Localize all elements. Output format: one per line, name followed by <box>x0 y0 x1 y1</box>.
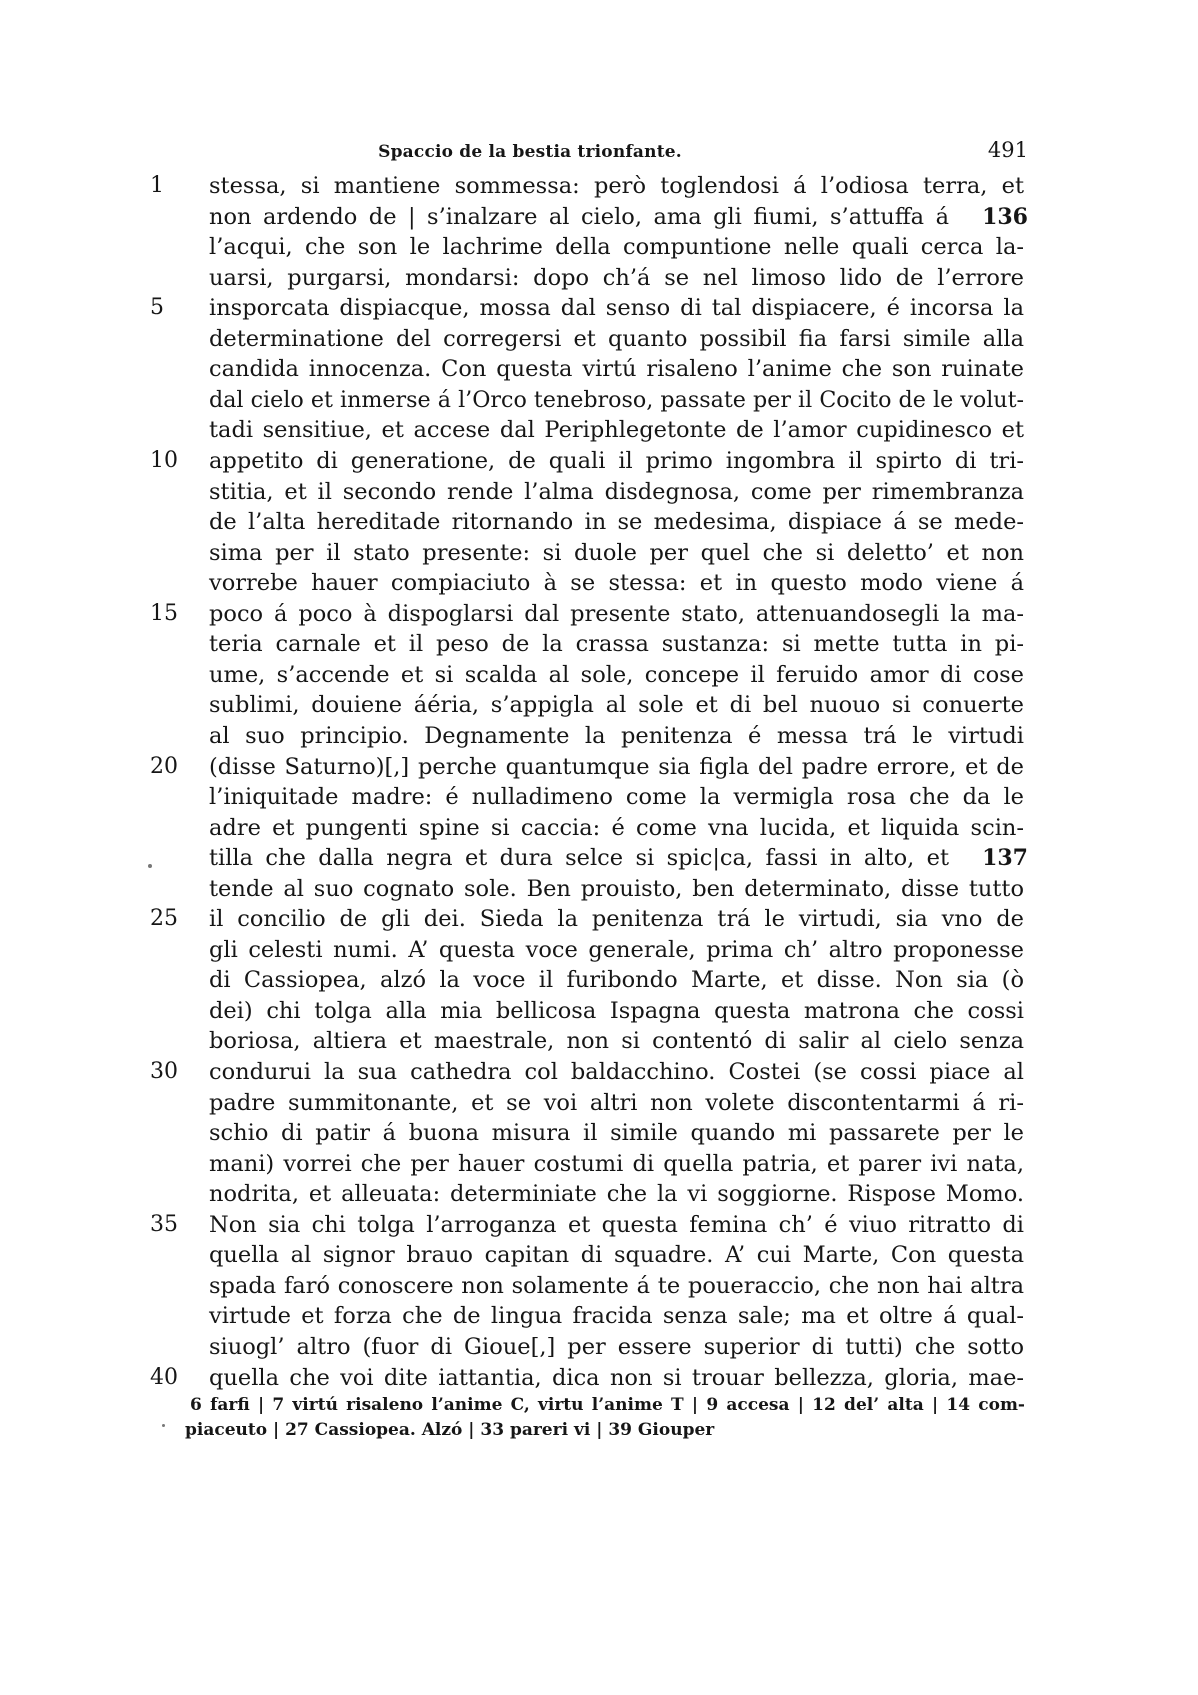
line-text: stessa, si mantiene sommessa: però toglendosi á l’odiosa terra, et <box>209 173 1024 199</box>
text-line <box>0 263 1198 294</box>
line-text: non ardendo de | s’inalzare al cielo, ama gli fiumi, s’attuffa á <box>209 203 949 230</box>
text-line <box>0 385 1198 416</box>
text-line <box>0 538 1198 569</box>
line-text: schio di patir á buona misura il simile quando mi passarete per le <box>209 1120 1024 1147</box>
line-text: determinatione del corregersi et quanto possibil fia farsi simile alla <box>209 325 1024 352</box>
text-line <box>0 1026 1198 1057</box>
text-line <box>0 843 1198 874</box>
line-text: stitia, et il secondo rende l’alma disdegnosa, come per rimembranza <box>209 478 1024 505</box>
margin-page-ref: 137 <box>982 845 1028 872</box>
line-text: sublimi, douiene áéria, s’appigla al sole et di bel nuouo si conuerte <box>209 692 1024 719</box>
line-number: 25 <box>150 906 178 932</box>
line-number: 5 <box>150 295 164 321</box>
line-text: condurui la sua cathedra col baldacchino. Costei (se cossi piace al <box>209 1059 1024 1085</box>
line-text: dal cielo et inmerse á l’Orco tenebroso, passate per il Cocito de le volut- <box>209 386 1024 413</box>
text-line <box>0 1332 1198 1363</box>
page-number: 491 <box>987 138 1028 162</box>
line-number: 15 <box>150 600 178 626</box>
text-line <box>0 1301 1198 1332</box>
line-text: tende al suo cognato sole. Ben prouisto, ben determinato, disse tutto <box>209 875 1024 902</box>
stray-mark <box>148 864 152 868</box>
line-text: Non sia chi tolga l’arroganza et questa femina ch’ é viuo ritratto di <box>209 1211 1024 1238</box>
text-line <box>0 507 1198 538</box>
line-number: 40 <box>150 1364 178 1390</box>
text-line <box>0 813 1198 844</box>
line-text: virtude et forza che de lingua fracida senza sale; ma et oltre á qual- <box>209 1303 1024 1330</box>
text-line <box>0 660 1198 691</box>
line-text: siuogl’ altro (fuor di Gioue[,] per essere superior di tutti) che sotto <box>209 1333 1024 1360</box>
footnote-line: 6 farfi | 7 virtú risaleno l’anime C, virtu l’anime T | 9 accesa | 12 del’ alta | 14 com- <box>190 1395 1025 1415</box>
line-text: quella che voi dite iattantia, dica non si trouar bellezza, gloria, mae- <box>209 1364 1024 1391</box>
line-text: tilla che dalla negra et dura selce si spic|ca, fassi in alto, et <box>209 845 949 872</box>
text-line <box>0 568 1198 599</box>
text-line <box>0 752 1198 783</box>
text-line <box>0 171 1198 202</box>
text-line <box>0 232 1198 263</box>
line-text: de l’alta hereditade ritornando in se medesima, dispiace á se mede- <box>209 509 1024 536</box>
line-number: 30 <box>150 1059 178 1084</box>
text-line <box>0 1118 1198 1149</box>
line-text: adre et pungenti spine si caccia: é come vna lucida, et liquida scin- <box>209 814 1024 841</box>
text-line <box>0 721 1198 752</box>
text-line <box>0 293 1198 324</box>
stray-mark <box>162 1424 165 1427</box>
text-line <box>0 996 1198 1027</box>
text-line <box>0 904 1198 935</box>
line-text: tadi sensitiue, et accese dal Periphlegetonte de l’amor cupidinesco et <box>209 417 1024 444</box>
line-text: candida innocenza. Con questa virtú risaleno l’anime che son ruinate <box>209 356 1024 383</box>
line-text: di Cassiopea, alzó la voce il furibondo Marte, et disse. Non sia (ò <box>209 967 1024 994</box>
line-number: 20 <box>150 753 178 779</box>
line-text: l’acqui, che son le lachrime della compuntione nelle quali cerca la- <box>209 234 1024 261</box>
line-text: l’iniquitade madre: é nulladimeno come la vermigla rosa che da le <box>209 784 1024 810</box>
line-text: padre summitonante, et se voi altri non volete discontentarmi á ri- <box>209 1089 1024 1116</box>
line-text: gli celesti numi. A’ questa voce generale, prima ch’ altro proponesse <box>209 936 1024 963</box>
line-number: 35 <box>150 1211 178 1237</box>
line-text: nodrita, et alleuata: determiniate che la vi soggiorne. Rispose Momo. <box>209 1181 1024 1208</box>
line-text: quella al signor brauo capitan di squadre. A’ cui Marte, Con questa <box>209 1242 1024 1269</box>
footnote-line: piaceuto | 27 Cassiopea. Alzó | 33 pareri vi | 39 Giouper <box>185 1420 715 1440</box>
line-text: poco á poco à dispoglarsi dal presente stato, attenuandosegli la ma- <box>209 600 1024 627</box>
line-text: vorrebe hauer compiaciuto à se stessa: et in questo modo viene á <box>209 570 1024 597</box>
line-number: 1 <box>150 173 164 198</box>
line-number: 10 <box>150 447 178 473</box>
running-title: Spaccio de la bestia trionfante. <box>378 142 682 162</box>
line-text: (disse Saturno)[,] perche quantumque sia figla del padre errore, et de <box>209 753 1024 780</box>
text-line <box>0 935 1198 966</box>
line-text: dei) chi tolga alla mia bellicosa Ispagna questa matrona che cossi <box>209 997 1024 1024</box>
text-line <box>0 1363 1198 1394</box>
text-line <box>0 965 1198 996</box>
text-line <box>0 477 1198 508</box>
text-line <box>0 1271 1198 1302</box>
line-text: sima per il stato presente: si duole per quel che si deletto’ et non <box>209 539 1024 566</box>
text-line <box>0 324 1198 355</box>
line-text: boriosa, altiera et maestrale, non si contentó di salir al cielo senza <box>209 1028 1024 1055</box>
line-text: il concilio de gli dei. Sieda la penitenza trá le virtudi, sia vno de <box>209 906 1024 933</box>
line-text: al suo principio. Degnamente la penitenza é messa trá le virtudi <box>209 722 1024 749</box>
text-line <box>0 599 1198 630</box>
margin-page-ref: 136 <box>982 203 1028 230</box>
line-text: teria carnale et il peso de la crassa sustanza: si mette tutta in pi- <box>209 631 1024 658</box>
text-line <box>0 782 1198 813</box>
text-line <box>0 1088 1198 1119</box>
text-line <box>0 690 1198 721</box>
text-line <box>0 874 1198 905</box>
line-text: ume, s’accende et si scalda al sole, concepe il feruido amor di cose <box>209 661 1024 688</box>
running-head <box>0 138 1198 168</box>
text-line <box>0 415 1198 446</box>
text-line <box>0 1179 1198 1210</box>
line-text: appetito di generatione, de quali il primo ingombra il spirto di tri- <box>209 447 1024 474</box>
line-text: spada faró conoscere non solamente á te poueraccio, che non hai altra <box>209 1272 1024 1299</box>
text-line <box>0 354 1198 385</box>
text-line <box>0 1240 1198 1271</box>
text-line <box>0 446 1198 477</box>
line-text: insporcata dispiacque, mossa dal senso di tal dispiacere, é incorsa la <box>209 295 1024 322</box>
line-text: mani) vorrei che per hauer costumi di quella patria, et parer ivi nata, <box>209 1150 1024 1177</box>
text-line <box>0 1149 1198 1180</box>
text-line <box>0 1057 1198 1088</box>
text-line <box>0 202 1198 233</box>
text-line <box>0 629 1198 660</box>
text-line <box>0 1210 1198 1241</box>
line-text: uarsi, purgarsi, mondarsi: dopo ch’á se nel limoso lido de l’errore <box>209 264 1024 291</box>
